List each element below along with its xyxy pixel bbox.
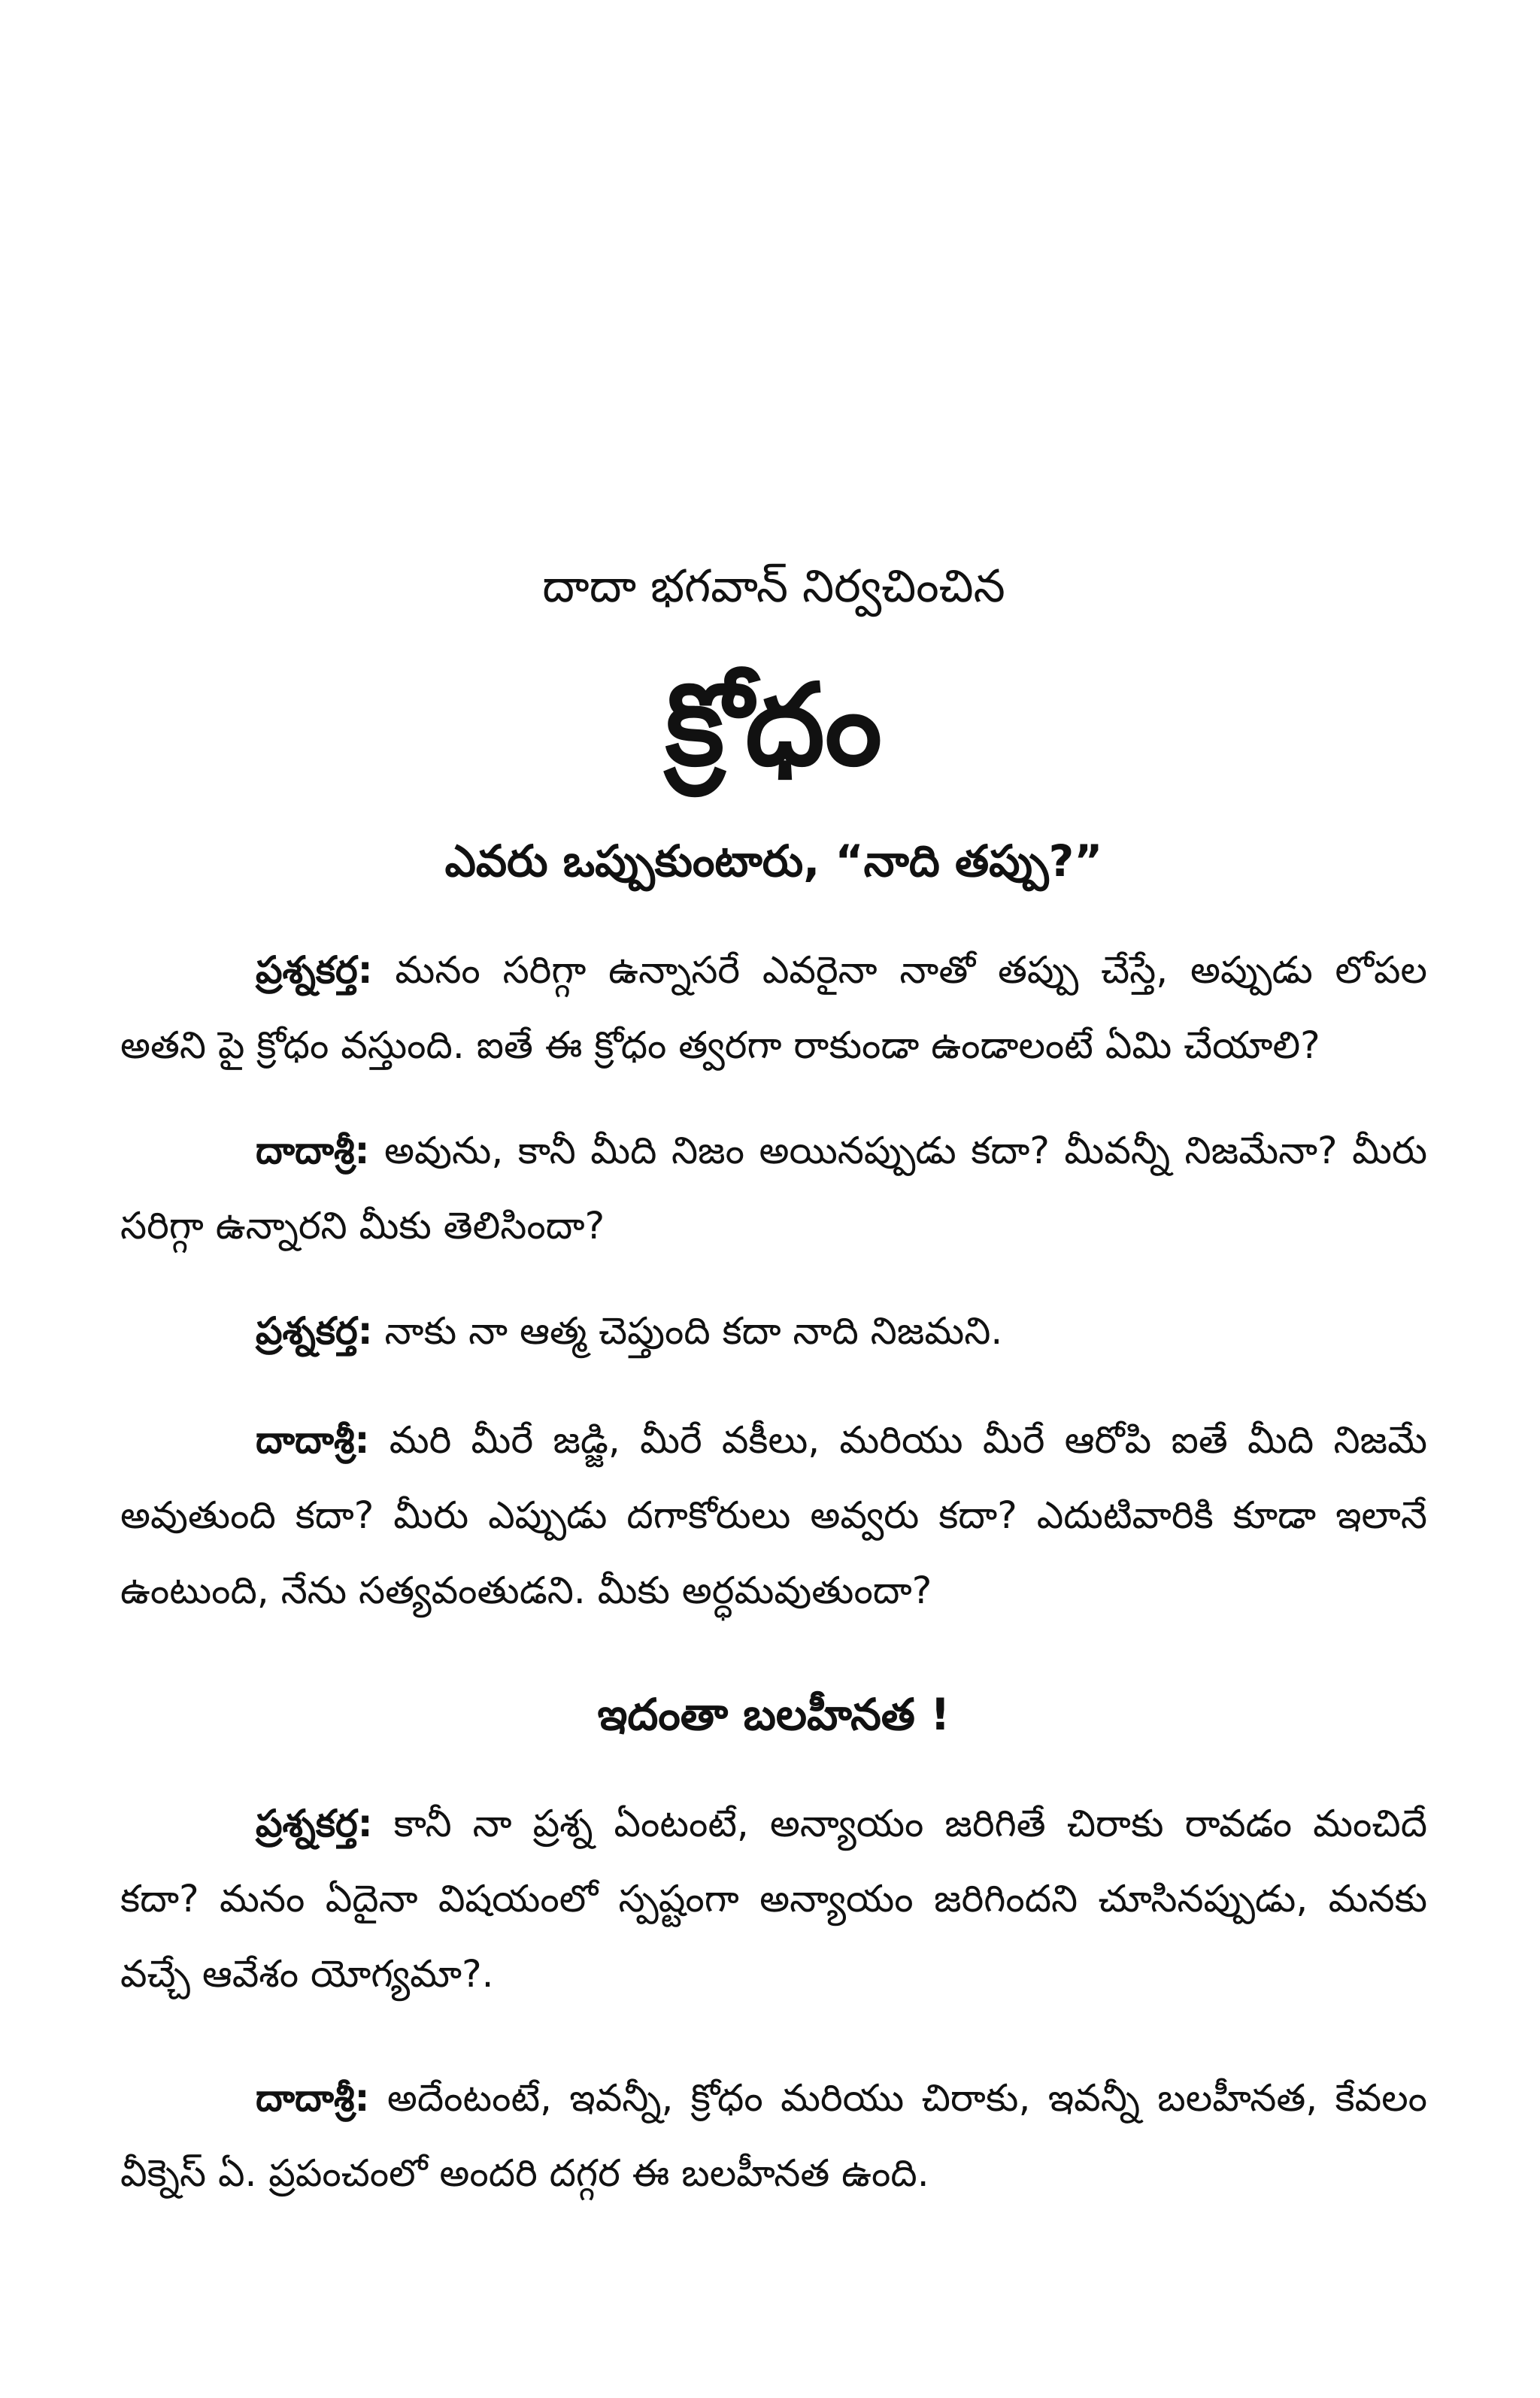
paragraph-1	[120, 932, 1427, 1083]
speaker-label: ప్రశ్నకర్త:	[256, 948, 373, 992]
document-page	[120, 0, 1427, 2398]
speaker-label: ప్రశ్నకర్త:	[256, 1309, 373, 1353]
paragraph-text: అవును, కానీ మీది నిజం అయినప్పుడు కదా? మీవన్నీ నిజమేనా? మీరు సరిగ్గా ఉన్నారని మీకు తెలిసిందా?	[120, 1129, 1427, 1248]
speaker-label: ప్రశ్నకర్త:	[256, 1802, 373, 1845]
section-heading-1: ఎవరు ఒప్పుకుంటారు, “నాది తప్పు?”	[444, 835, 1103, 887]
paragraph-3	[120, 1293, 1427, 1369]
paragraph-2	[120, 1113, 1427, 1263]
speaker-label: దాదాశ్రీ:	[256, 1129, 370, 1172]
paragraph-6	[120, 2060, 1427, 2211]
paragraph-text: నాకు నా ఆత్మ చెప్తుంది కదా నాది నిజమని.	[372, 1309, 1003, 1353]
paragraph-4	[120, 1402, 1427, 1628]
section-heading-2: ఇదంతా బలహీనత !	[597, 1689, 950, 1740]
paragraph-text: మనం సరిగ్గా ఉన్నాసరే ఎవరైనా నాతో తప్పు చేస్తే, అప్పుడు లోపల అతని పై క్రోధం వస్తుంది. ఐతే ఈ క్రోధం త్వరగా రాకుండా ఉండాలంటే ఏమి చేయాలి?	[120, 948, 1427, 1067]
book-subtitle: దాదా భగవాన్ నిర్వచించిన	[542, 560, 1005, 613]
paragraph-text: మరి మీరే జడ్జి, మీరే వకీలు, మరియు మీరే ఆరోపి ఐతే మీది నిజమే అవుతుంది కదా? మీరు ఎప్పుడు దగాకోరులు అవ్వరు కదా? ఎదుటివారికి కూడా ఇలానే ఉంటుంది, నేను సత్యవంతుడని. మీకు అర్ధమవుతుందా?	[120, 1418, 1427, 1612]
speaker-label: దాదాశ్రీ:	[256, 2076, 370, 2120]
speaker-label: దాదాశ్రీ:	[256, 1418, 370, 1462]
book-title: క్రోధం	[665, 660, 882, 791]
paragraph-5	[120, 1786, 1427, 2011]
paragraph-text: కానీ నా ప్రశ్న ఏంటంటే, అన్యాయం జరిగితే చిరాకు రావడం మంచిదే కదా? మనం ఏదైనా విషయంలో స్పష్టంగా అన్యాయం జరిగిందని చూసినప్పుడు, మనకు వచ్చే ఆవేశం యోగ్యమా?.	[120, 1802, 1427, 1996]
paragraph-text: అదేంటంటే, ఇవన్నీ, క్రోధం మరియు చిరాకు, ఇవన్నీ బలహీనత, కేవలం వీక్నెస్ ఏ. ప్రపంచంలో అందరి దగ్గర ఈ బలహీనత ఉంది.	[120, 2076, 1427, 2195]
